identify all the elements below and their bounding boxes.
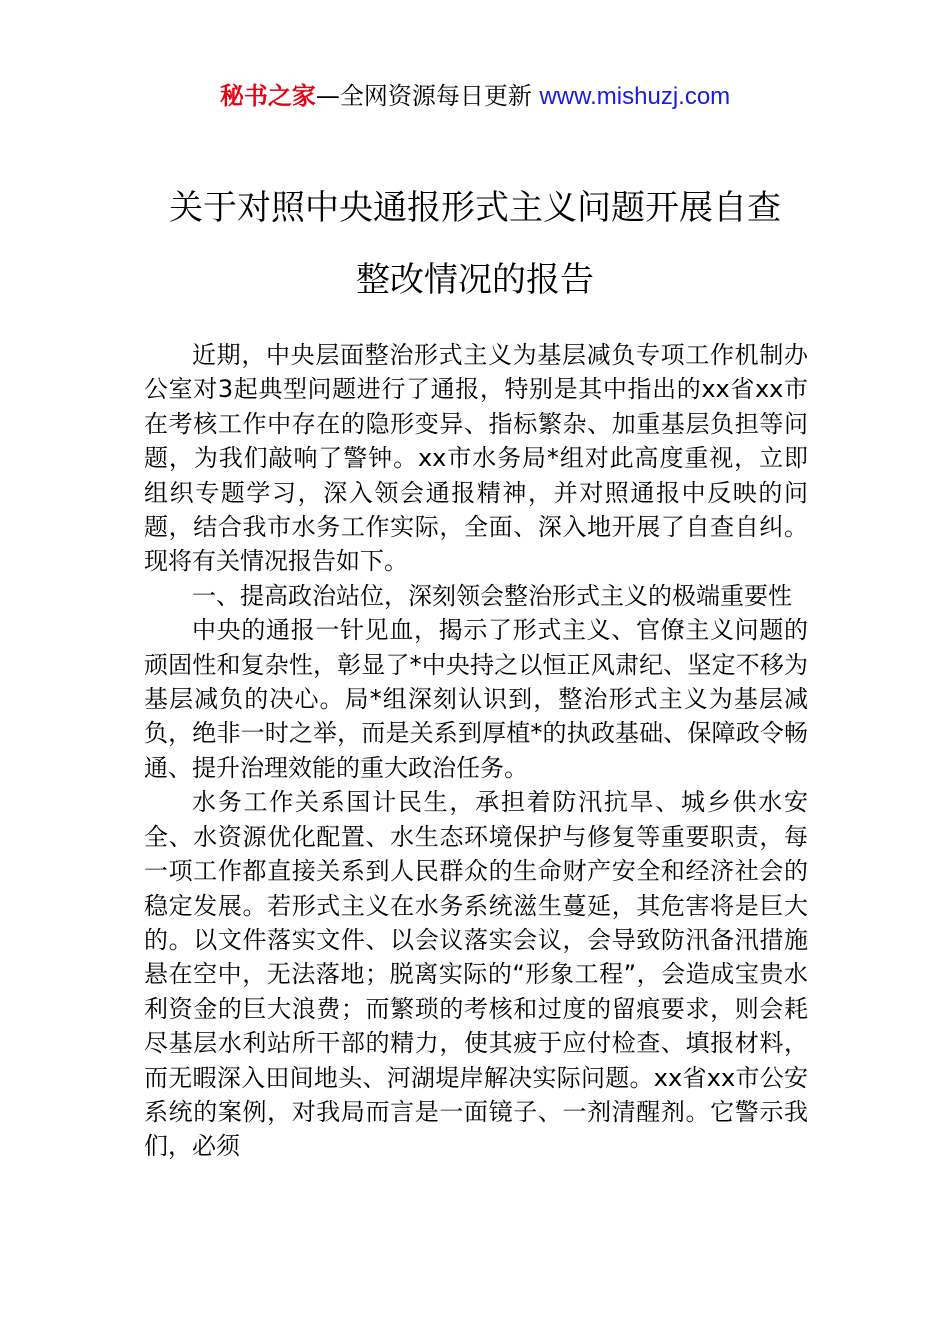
paragraph-central-notice: 中央的通报一针见血，揭示了形式主义、官僚主义问题的顽固性和复杂性，彰显了*中央持之以恒正风肃纪、坚定不移为基层减负的决心。局*组深刻认识到，整治形式主义为基层减负，绝非一时之举，而是关系到厚植*的执政基础、保障政令畅通、提升治理效能的重大政治任务。 bbox=[144, 616, 808, 782]
site-header bbox=[0, 80, 950, 113]
title-line-1: 关于对照中央通报形式主义问题开展自查 bbox=[169, 188, 781, 228]
document-body bbox=[144, 338, 808, 1164]
document-title bbox=[0, 172, 950, 316]
site-tagline: —全网资源每日更新 bbox=[315, 82, 532, 110]
site-url-link[interactable]: www.mishuzj.com bbox=[539, 83, 731, 110]
site-name: 秘书之家 bbox=[219, 82, 316, 110]
paragraph-water-work: 水务工作关系国计民生，承担着防汛抗旱、城乡供水安全、水资源优化配置、水生态环境保护与修复等重要职责，每一项工作都直接关系到人民群众的生命财产安全和经济社会的稳定发展。若形式主义在水务系统滋生蔓延，其危害将是巨大的。以文件落实文件、以会议落实会议，会导致防汛备汛措施悬在空中，无法落地；脱离实际的“形象工程”，会造成宝贵水利资金的巨大浪费；而繁琐的考核和过度的留痕要求，则会耗尽基层水利站所干部的精力，使其疲于应付检查、填报材料，而无暇深入田间地头、河湖堤岸解决实际问题。xx省xx市公安系统的案例，对我局而言是一面镜子、一剂清醒剂。它警示我们，必须 bbox=[144, 788, 808, 1161]
paragraph-intro: 近期，中央层面整治形式主义为基层减负专项工作机制办公室对3起典型问题进行了通报，特别是其中指出的xx省xx市在考核工作中存在的隐形变异、指标繁杂、加重基层负担等问题，为我们敲响了警钟。xx市水务局*组对此高度重视，立即组织专题学习，深入领会通报精神，并对照通报中反映的问题，结合我市水务工作实际，全面、深入地开展了自查自纠。现将有关情况报告如下。 bbox=[144, 341, 808, 576]
section-heading-1: 一、提高政治站位，深刻领会整治形式主义的极端重要性 bbox=[192, 581, 792, 610]
title-line-2: 整改情况的报告 bbox=[356, 260, 594, 300]
